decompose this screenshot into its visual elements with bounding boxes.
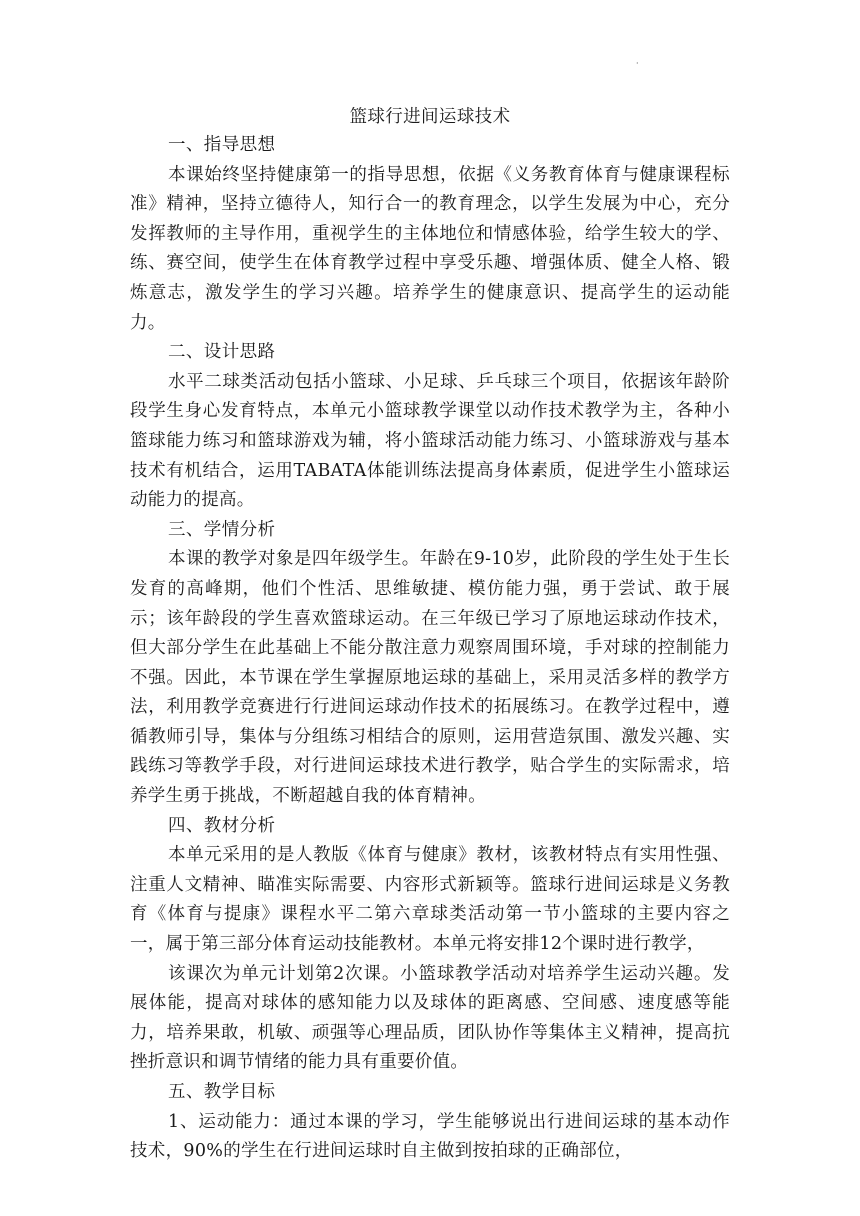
section-paragraph: 本单元采用的是人教版《体育与健康》教材，该教材特点有实用性强、注重人文精神、瞄准实际需要、内容形式新颖等。篮球行进间运球是义务教育《体育与提康》课程水平二第六章球类活动第一节小篮球的主要内容之一，属于第三部分体育运动技能教材。本单元将安排12个课时进行教学， bbox=[130, 845, 730, 955]
section-guiding-ideology bbox=[130, 131, 730, 338]
document-body bbox=[130, 104, 730, 1167]
section-heading: 四、教材分析 bbox=[168, 815, 276, 836]
document-title: 篮球行进间运球技术 bbox=[349, 107, 511, 127]
section-paragraph: 该课次为单元计划第2次课。小篮球教学活动对培养学生运动兴趣。发展体能，提高对球体的感知能力以及球体的距离感、空间感、速度感等能力，培养果敢，机敏、顽强等心理品质，团队协作等集体主义精神，提高抗挫折意识和调节情绪的能力具有重要价值。 bbox=[130, 963, 730, 1073]
section-paragraph: 1、运动能力：通过本课的学习，学生能够说出行进间运球的基本动作技术，90%的学生在行进间运球时自主做到按拍球的正确部位， bbox=[130, 1111, 730, 1162]
section-paragraph: 本课的教学对象是四年级学生。年龄在9-10岁，此阶段的学生处于生长发育的高峰期，他们个性活、思维敏捷、模仿能力强，勇于尝试、敢于展示；该年龄段的学生喜欢篮球运动。在三年级已学习了原地运球动作技术，但大部分学生在此基础上不能分散注意力观察周围环境，手对球的控制能力不强。因此，本节课在学生掌握原地运球的基础上，采用灵活多样的教学方法，利用教学竞赛进行行进间运球动作技术的拓展练习。在教学过程中，遵循教师引导，集体与分组练习相结合的原则，运用营造氛围、激发兴趣、实践练习等教学手段，对行进间运球技术进行教学，贴合学生的实际需求，培养学生勇于挑战，不断超越自我的体育精神。 bbox=[130, 549, 730, 807]
section-heading: 一、指导思想 bbox=[168, 135, 276, 155]
section-design-approach bbox=[130, 338, 730, 516]
section-heading: 五、教学目标 bbox=[168, 1082, 276, 1102]
section-paragraph: 水平二球类活动包括小篮球、小足球、乒乓球三个项目，依据该年龄阶段学生身心发育特点，本单元小篮球教学课堂以动作技术教学为主，各种小篮球能力练习和篮球游戏为辅，将小篮球活动能力练习、小篮球游戏与基本技术有机结合，运用TABATA体能训练法提高身体素质，促进学生小篮球运动能力的提高。 bbox=[130, 371, 730, 511]
section-material-analysis bbox=[130, 812, 730, 1078]
section-heading: 三、学情分析 bbox=[168, 519, 276, 540]
section-teaching-objectives bbox=[130, 1078, 730, 1167]
section-student-analysis bbox=[130, 516, 730, 812]
page-corner-mark: · bbox=[636, 59, 639, 68]
section-paragraph: 本课始终坚持健康第一的指导思想，依据《义务教育体育与健康课程标准》精神，坚持立德待人，知行合一的教育理念，以学生发展为中心，充分发挥教师的主导作用，重视学生的主体地位和情感体验，给学生较大的学、练、赛空间，使学生在体育教学过程中享受乐趣、增强体质、健全人格、锻炼意志，激发学生的学习兴趣。培养学生的健康意识、提高学生的运动能力。 bbox=[130, 164, 730, 333]
section-heading: 二、设计思路 bbox=[168, 342, 276, 363]
